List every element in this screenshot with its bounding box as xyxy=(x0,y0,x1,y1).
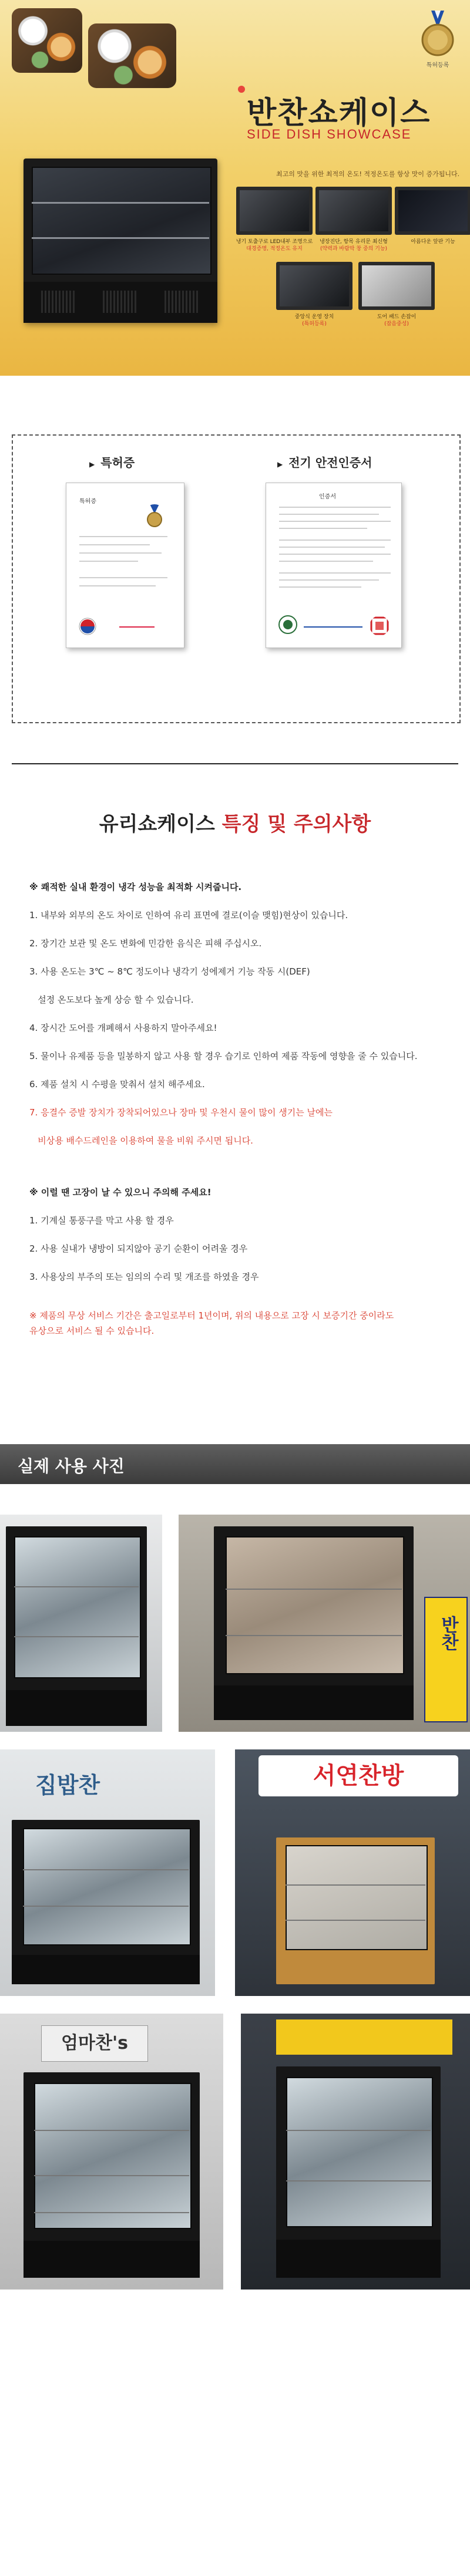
stamp-icon xyxy=(370,616,390,636)
detail-photo xyxy=(276,262,352,310)
detail-caption: 냉장진단, 항목 유리문 최신형 (약력과 바람막 창 중의 기능) xyxy=(320,239,388,252)
caution-item: 2. 사용 실내가 냉방이 되지않아 공기 순환이 어려울 경우 xyxy=(29,1243,248,1254)
usage-photo xyxy=(0,2014,223,2290)
photos-header-title: 실제 사용 사진 xyxy=(18,1456,125,1476)
feature-item-warning: 7. 응결수 증발 장치가 장착되어있으나 장마 및 우천시 물이 많이 생기는 날에는 xyxy=(29,1107,333,1118)
product-subtitle: SIDE DISH SHOWCASE xyxy=(247,127,412,141)
divider xyxy=(12,763,458,764)
detail-caption: 도어 패드 손잡이 (잡음중성) xyxy=(377,314,417,327)
patent-heading: ▶ 특허증 xyxy=(89,456,135,470)
hero-section xyxy=(0,0,470,376)
feature-item: 5. 물이나 유제품 등을 밀봉하지 않고 사용 할 경우 습기로 인하여 제품 작동에 영향을 줄 수 있습니다. xyxy=(29,1051,418,1061)
detail-caption: 아름다운 앞판 기능 xyxy=(411,239,455,245)
usage-photo xyxy=(0,1749,215,1996)
showcase-illustration xyxy=(24,159,217,323)
kc-logo-icon xyxy=(278,615,298,635)
usage-photo xyxy=(0,1515,162,1732)
features-title: 유리쇼케이스 특징 및 주의사항 xyxy=(99,812,371,836)
features-heading: ※ 쾌적한 실내 환경이 냉각 성능을 최적화 시켜줍니다. xyxy=(29,882,242,892)
medal-icon xyxy=(419,11,456,58)
feature-item: 6. 제품 설치 시 수평을 맞춰서 설치 해주세요. xyxy=(29,1079,205,1090)
photos-section xyxy=(0,1444,470,2576)
brand-dot-icon xyxy=(238,86,245,93)
photos-header xyxy=(0,1444,470,1484)
caution-heading: ※ 이럴 땐 고장이 날 수 있으니 주의해 주세요! xyxy=(29,1187,212,1198)
sign-banchan: 반찬 xyxy=(438,1616,458,1651)
sign-store: 엄마찬's xyxy=(41,2025,148,2062)
features-section xyxy=(0,763,470,1338)
store-sign-board xyxy=(276,2019,452,2055)
medal-caption: 특허등록 xyxy=(426,62,449,69)
certificates-section xyxy=(0,434,470,728)
feature-item: 4. 장시간 도어를 개폐해서 사용하지 말아주세요! xyxy=(29,1023,217,1033)
certificates-frame xyxy=(12,434,461,723)
detail-photo xyxy=(358,262,435,310)
feature-item: 설정 온도보다 높게 상승 할 수 있습니다. xyxy=(29,994,194,1005)
product-title: 반찬쇼케이스 xyxy=(247,96,431,131)
sign-market: 서연찬방 xyxy=(258,1755,458,1796)
patent-certificate: 특허증 xyxy=(66,483,184,648)
usage-photo xyxy=(241,2014,470,2290)
play-arrow-icon: ▶ xyxy=(277,460,283,468)
product-tagline: 최고의 맛을 위한 최적의 온도! 적정온도를 항상 맛이 증가됩니다. xyxy=(276,170,460,178)
detail-photo xyxy=(395,187,470,235)
detail-photo xyxy=(236,187,313,235)
feature-item: 2. 장기간 보관 및 온도 변화에 민감한 음식은 피해 주십시오. xyxy=(29,938,262,949)
safety-certificate: 인증서 xyxy=(266,483,402,648)
detail-caption: 냉기 토출구로 LED내부 조명으로 대경증명, 적정온도 유지 xyxy=(236,239,313,252)
emblem-icon xyxy=(78,617,97,636)
feature-item-warning: 비상용 배수드레인을 이용하여 물을 비워 주시면 됩니다. xyxy=(29,1135,253,1146)
food-photo xyxy=(88,23,176,88)
service-notice: 유상으로 서비스 될 수 있습니다. xyxy=(29,1326,155,1336)
service-notice: ※ 제품의 무상 서비스 기간은 출고일로부터 1년이며, 위의 내용으로 고장 시 보증기간 중이라도 xyxy=(29,1310,394,1321)
usage-photo xyxy=(235,1749,470,1996)
detail-photo xyxy=(315,187,392,235)
feature-item: 3. 사용 온도는 3℃ ~ 8℃ 정도이나 냉각기 성에제거 기능 작동 시(DEF) xyxy=(29,966,310,977)
caution-item: 3. 사용상의 부주의 또는 임의의 수리 및 개조를 하였을 경우 xyxy=(29,1272,259,1282)
play-arrow-icon: ▶ xyxy=(89,460,95,468)
food-photo xyxy=(12,8,82,73)
caution-item: 1. 기계실 통풍구를 막고 사용 할 경우 xyxy=(29,1215,174,1226)
seal-icon xyxy=(143,504,166,528)
sign-restaurant: 집밥찬 xyxy=(35,1772,100,1798)
feature-item: 1. 내부와 외부의 온도 차이로 인하여 유리 표면에 결로(이슬 맺힘)현상이 있습니다. xyxy=(29,910,348,921)
detail-caption: 중앙식 운영 장치 (특허등록) xyxy=(294,314,334,327)
safety-heading: ▶ 전기 안전인증서 xyxy=(277,456,372,470)
usage-photo xyxy=(179,1515,470,1732)
